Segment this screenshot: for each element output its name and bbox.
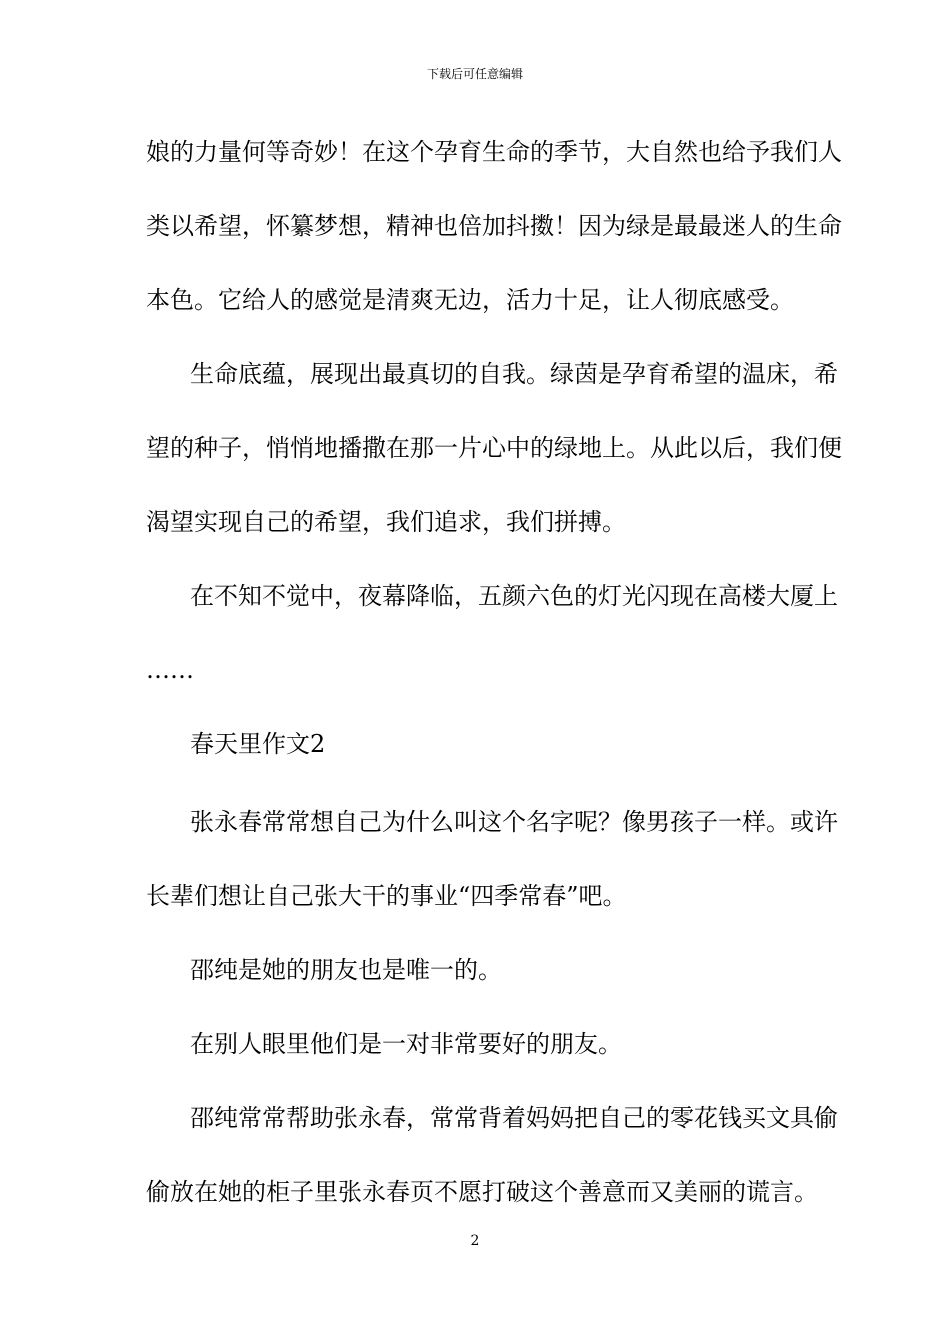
text-line: 邵纯是她的朋友也是唯一的。 xyxy=(190,956,502,984)
text-line: 偷放在她的柜子里张永春页不愿打破这个善意而又美丽的谎言。 xyxy=(146,1178,818,1206)
text-line: 生命底蕴，展现出最真切的自我。绿茵是孕育希望的温床，希 xyxy=(190,360,838,388)
text-line: …… xyxy=(146,656,194,684)
text-line: 渴望实现自己的希望，我们追求，我们拼搏。 xyxy=(146,508,626,536)
text-line: 长辈们想让自己张大干的事业“四季常春”吧。 xyxy=(146,882,627,910)
page-number: 2 xyxy=(470,1233,480,1249)
page-header: 下载后可任意编辑 xyxy=(426,67,523,81)
text-line: 在别人眼里他们是一对非常要好的朋友。 xyxy=(190,1030,622,1058)
section-heading: 春天里作文2 xyxy=(190,730,326,758)
text-line: 望的种子，悄悄地播撒在那一片心中的绿地上。从此以后，我们便 xyxy=(146,434,842,462)
text-line: 娘的力量何等奇妙！在这个孕育生命的季节，大自然也给予我们人 xyxy=(146,138,842,166)
text-line: 在不知不觉中，夜幕降临，五颜六色的灯光闪现在高楼大厦上 xyxy=(190,582,838,610)
text-line: 邵纯常常帮助张永春，常常背着妈妈把自己的零花钱买文具偷 xyxy=(190,1104,838,1132)
text-line: 张永春常常想自己为什么叫这个名字呢？像男孩子一样。或许 xyxy=(190,808,838,836)
text-line: 类以希望，怀纂梦想，精神也倍加抖擞！因为绿是最最迷人的生命 xyxy=(146,212,842,240)
text-line: 本色。它给人的感觉是清爽无边，活力十足，让人彻底感受。 xyxy=(146,286,794,314)
